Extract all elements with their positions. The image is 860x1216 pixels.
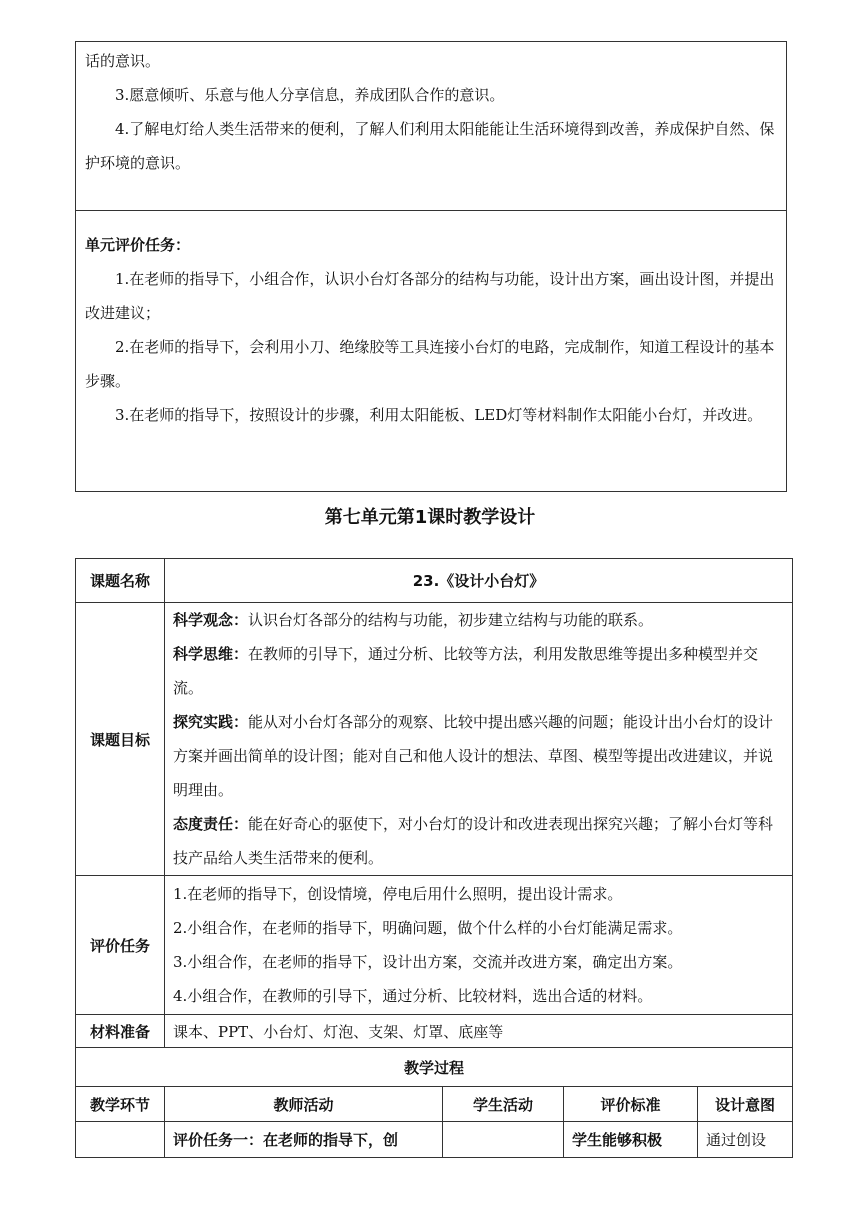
table-cell: 学生能够积极 xyxy=(564,1122,698,1158)
table-cell xyxy=(76,1122,165,1158)
eval-item: 3.小组合作，在老师的指导下，设计出方案，交流并改进方案，确定出方案。 xyxy=(173,953,683,971)
table-row xyxy=(76,1122,793,1158)
topic-value: 23.《设计小台灯》 xyxy=(165,559,793,603)
materials-value: 课本、PPT、小台灯、灯泡、支架、灯罩、底座等 xyxy=(165,1015,793,1048)
goal-key: 态度责任： xyxy=(173,815,249,833)
eval-item: 4.小组合作，在教师的引导下，通过分析、比较材料，选出合适的材料。 xyxy=(173,987,653,1005)
goal-item-3: 3.愿意倾听、乐意与他人分享信息，养成团队合作的意识。 xyxy=(115,86,505,104)
goal-text: 能从对小台灯各部分的观察、比较中提出感兴趣的问题；能设计出小台灯的设计方案并画出简单的设计图；能对自己和他人设计的想法、草图、模型等提出改进建议，并说明理由。 xyxy=(173,713,774,799)
goal-text: 在教师的引导下，通过分析、比较等方法，利用发散思维等提出多种模型并交流。 xyxy=(173,645,759,697)
eval-item: 1.在老师的指导下，创设情境，停电后用什么照明，提出设计需求。 xyxy=(173,885,623,903)
goal-inquiry-practice xyxy=(173,705,784,807)
table-cell: 通过创设 xyxy=(698,1122,793,1158)
topic-row xyxy=(76,559,793,603)
goals-label: 课题目标 xyxy=(76,603,165,876)
eval-item: 2.小组合作，在老师的指导下，明确问题，做个什么样的小台灯能满足需求。 xyxy=(173,919,683,937)
lesson-design-table xyxy=(75,558,793,1158)
table-cell: 评价任务一：在老师的指导下，创 xyxy=(165,1122,443,1158)
process-label: 教学过程 xyxy=(76,1048,793,1087)
process-row xyxy=(76,1048,793,1087)
evaluation-item-1: 1.在老师的指导下，小组合作，认识小台灯各部分的结构与功能，设计出方案，画出设计图，并提出改进建议； xyxy=(85,270,775,322)
goal-text: 认识台灯各部分的结构与功能，初步建立结构与功能的联系。 xyxy=(248,611,654,629)
unit-goals-section xyxy=(76,42,786,211)
header-cell: 设计意图 xyxy=(698,1087,793,1122)
materials-row xyxy=(76,1015,793,1048)
goal-attitude xyxy=(173,807,784,875)
goals-content xyxy=(165,603,793,876)
materials-label: 材料准备 xyxy=(76,1015,165,1048)
goal-text-continued: 话的意识。 xyxy=(85,52,161,70)
header-cell: 学生活动 xyxy=(443,1087,564,1122)
goal-key: 探究实践： xyxy=(173,713,249,731)
evaluation-item-3: 3.在老师的指导下，按照设计的步骤，利用太阳能板、LED灯等材料制作太阳能小台灯，并改进。 xyxy=(115,406,763,424)
header-cell: 教学环节 xyxy=(76,1087,165,1122)
goal-science-thinking xyxy=(173,637,784,705)
eval-row xyxy=(76,876,793,1015)
unit-text-box xyxy=(75,41,787,492)
eval-label: 评价任务 xyxy=(76,876,165,1015)
topic-label: 课题名称 xyxy=(76,559,165,603)
header-row xyxy=(76,1087,793,1122)
goal-key: 科学观念： xyxy=(173,611,249,629)
goal-science-concept xyxy=(173,603,784,637)
goal-key: 科学思维： xyxy=(173,645,249,663)
header-cell: 教师活动 xyxy=(165,1087,443,1122)
lesson-title: 第七单元第1课时教学设计 xyxy=(324,507,536,528)
table-cell xyxy=(443,1122,564,1158)
goals-row xyxy=(76,603,793,876)
evaluation-item-2: 2.在老师的指导下，会利用小刀、绝缘胶等工具连接小台灯的电路，完成制作，知道工程设计的基本步骤。 xyxy=(85,338,775,390)
eval-content xyxy=(165,876,793,1015)
goal-item-4: 4.了解电灯给人类生活带来的便利，了解人们利用太阳能能让生活环境得到改善，养成保护自然、保护环境的意识。 xyxy=(85,120,775,172)
header-cell: 评价标准 xyxy=(564,1087,698,1122)
goal-text: 能在好奇心的驱使下，对小台灯的设计和改进表现出探究兴趣；了解小台灯等科技产品给人类生活带来的便利。 xyxy=(173,815,774,867)
unit-evaluation-heading: 单元评价任务： xyxy=(85,236,191,254)
